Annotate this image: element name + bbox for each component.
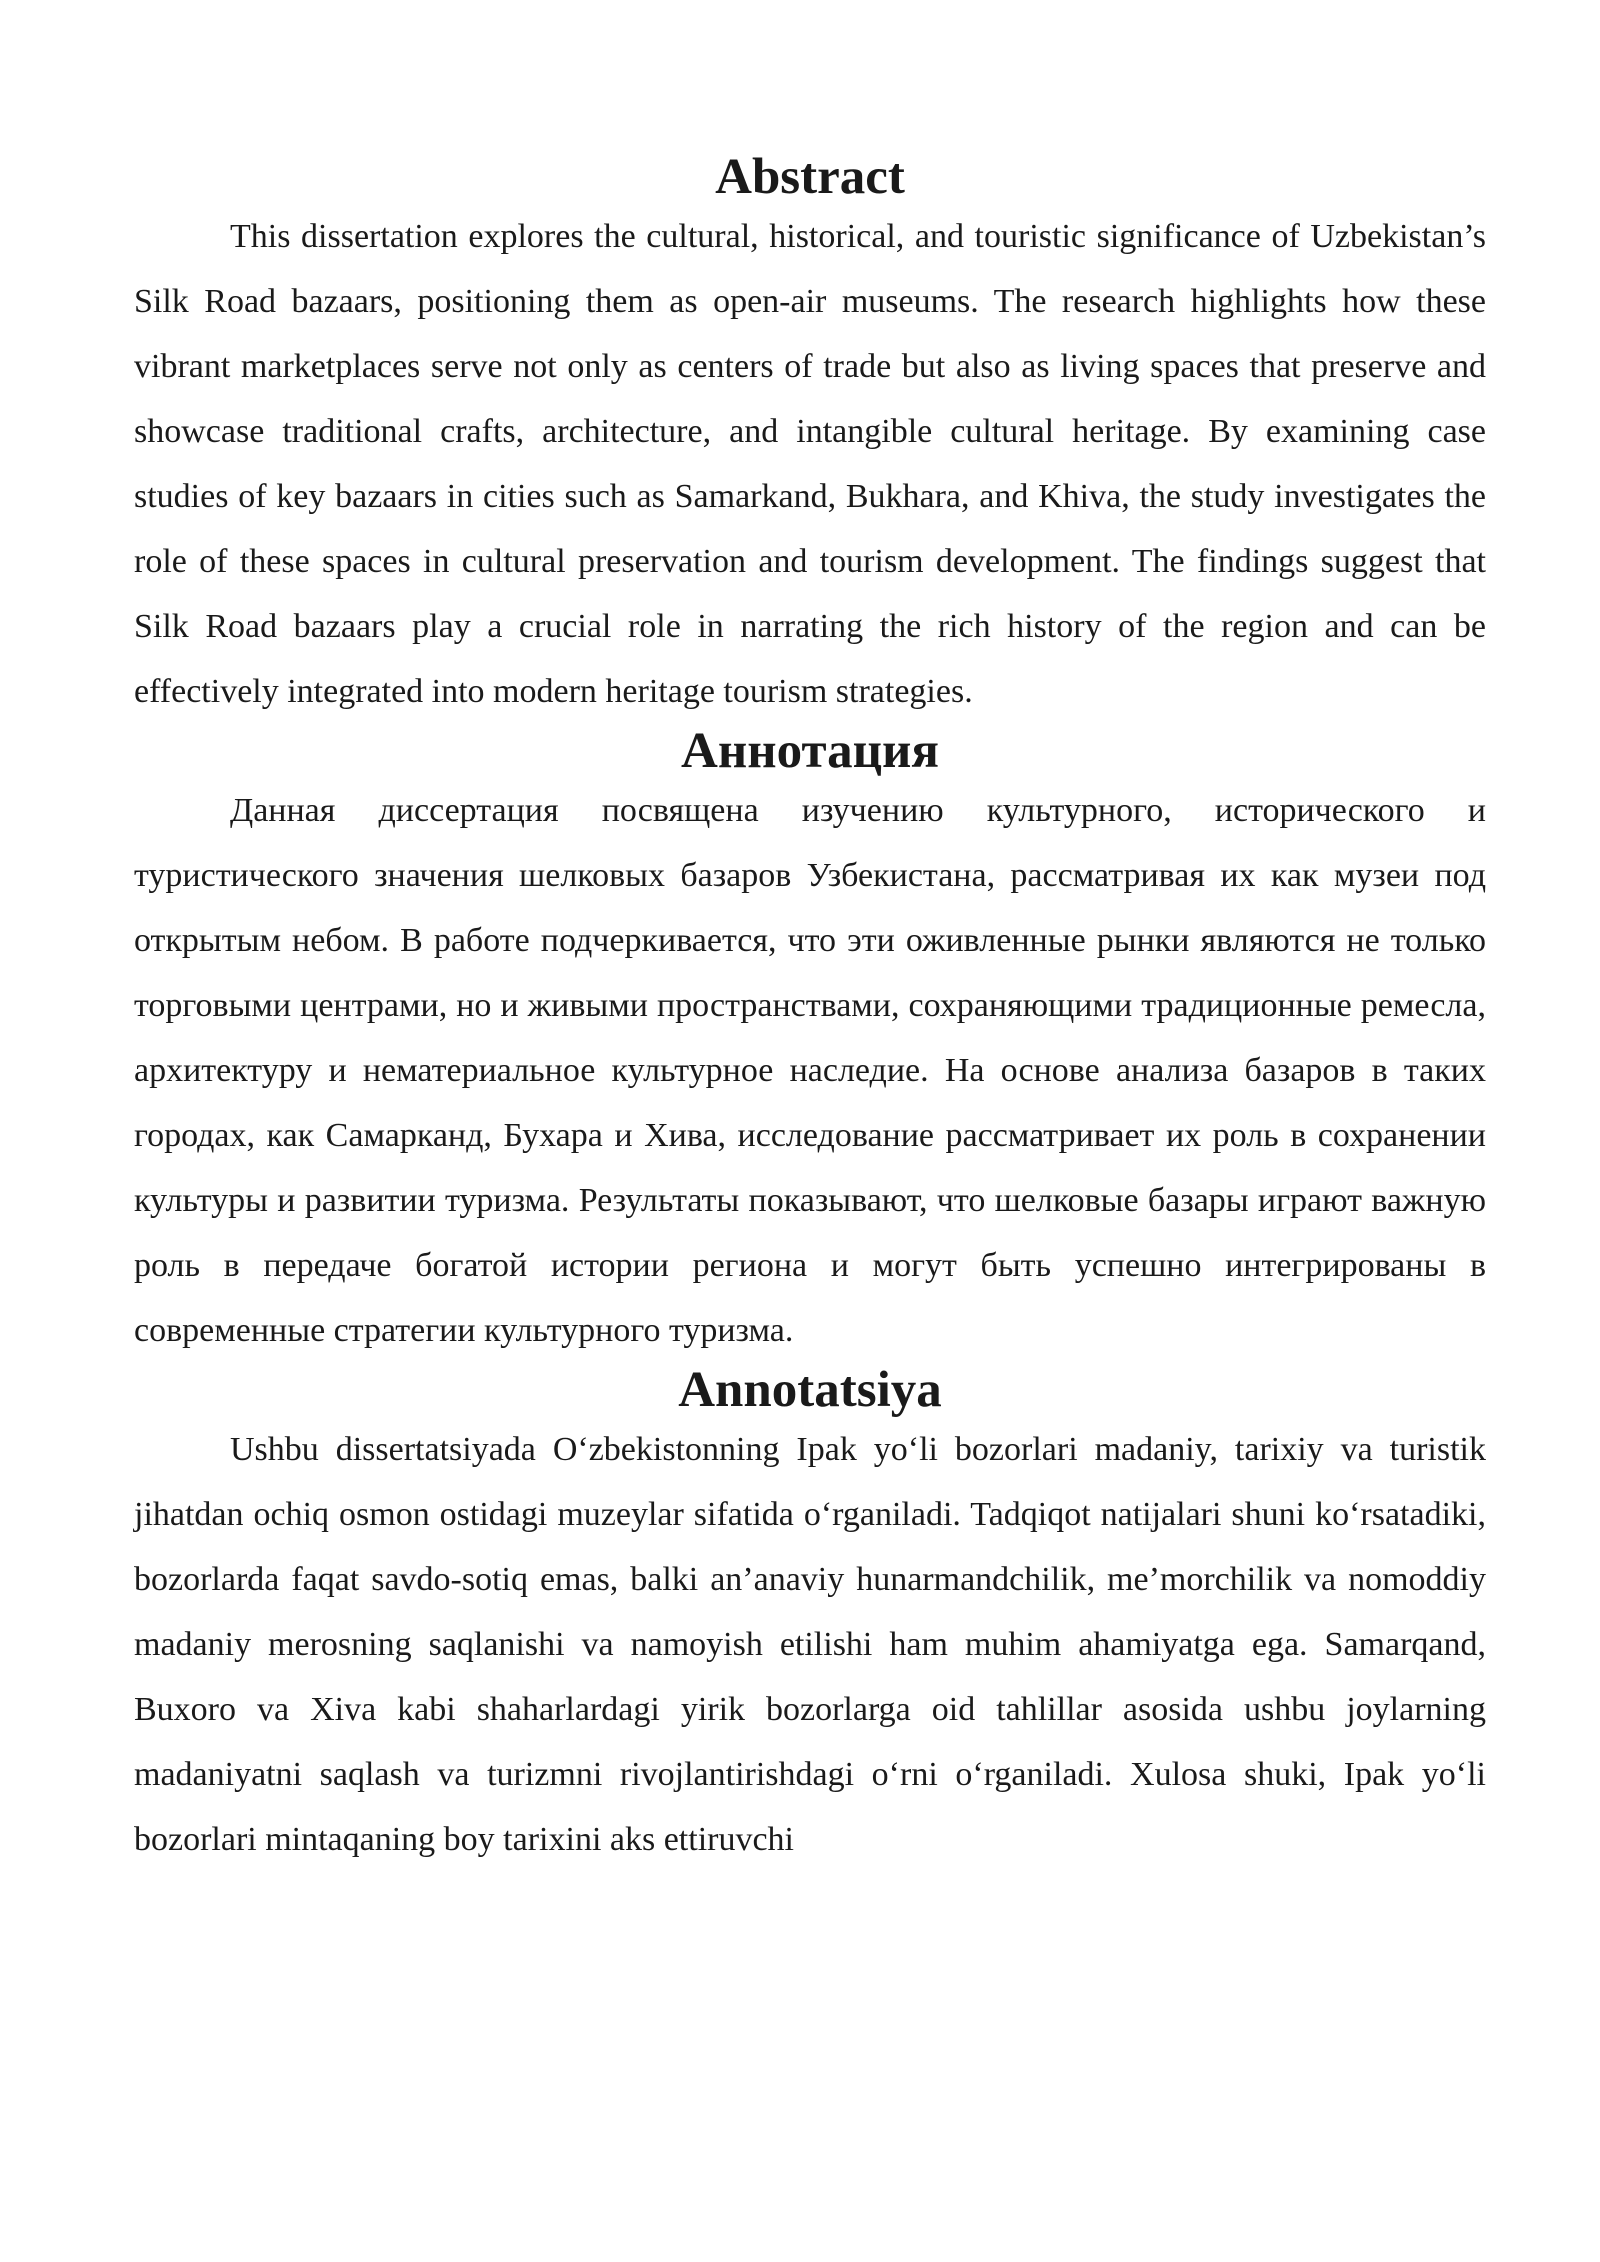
abstract-paragraph: This dissertation explores the cultural, historical, and touristic significance of Uzbekistan’s Silk Road bazaars, positioning them as open-air museums. The research highlights how these vibrant marketplaces serve not only as centers of trade but also as living spaces that preserve and showcase traditional crafts, architecture, and intangible cultural heritage. By examining case studies of key bazaars in cities such as Samarkand, Bukhara, and Khiva, the study investigates the role of these spaces in cultural preservation and tourism development. The findings suggest that Silk Road bazaars play a crucial role in narrating the rich history of the region and can be effectively integrated into modern heritage tourism strategies. xyxy=(134,218,1486,710)
annotation-uz-heading: Annotatsiya xyxy=(678,1362,942,1418)
annotation-ru-heading: Аннотация xyxy=(681,723,939,779)
annotation-uz-paragraph: Ushbu dissertatsiyada O‘zbekistonning Ipak yo‘li bozorlari madaniy, tarixiy va turistik jihatdan ochiq osmon ostidagi muzeylar sifatida o‘rganiladi. Tadqiqot natijalari shuni ko‘rsatadiki, bozorlarda faqat savdo-sotiq emas, balki an’anaviy hunarmandchilik, me’morchilik va nomoddiy madaniy merosning saqlanishi va namoyish etilishi ham muhim ahamiyatga ega. Samarqand, Buxoro va Xiva kabi shaharlardagi yirik bozorlarga oid tahlillar asosida ushbu joylarning madaniyatni saqlash va turizmni rivojlantirishdagi o‘rni o‘rganiladi. Xulosa shuki, Ipak yo‘li bozorlari mintaqaning boy tarixini aks ettiruvchi xyxy=(134,1431,1486,1858)
annotation-ru-section xyxy=(134,724,1486,1363)
annotation-ru-paragraph: Данная диссертация посвящена изучению культурного, исторического и туристического значения шелковых базаров Узбекистана, рассматривая их как музеи под открытым небом. В работе подчеркивается, что эти оживленные рынки являются не только торговыми центрами, но и живыми пространствами, сохраняющими традиционные ремесла, архитектуру и нематериальное культурное наследие. На основе анализа базаров в таких городах, как Самарканд, Бухара и Хива, исследование рассматривает их роль в сохранении культуры и развитии туризма. Результаты показывают, что шелковые базары играют важную роль в передаче богатой истории региона и могут быть успешно интегрированы в современные стратегии культурного туризма. xyxy=(134,792,1486,1349)
document-page xyxy=(134,150,1486,1872)
annotation-uz-section xyxy=(134,1363,1486,1872)
abstract-section xyxy=(134,150,1486,724)
abstract-heading: Abstract xyxy=(715,149,905,205)
